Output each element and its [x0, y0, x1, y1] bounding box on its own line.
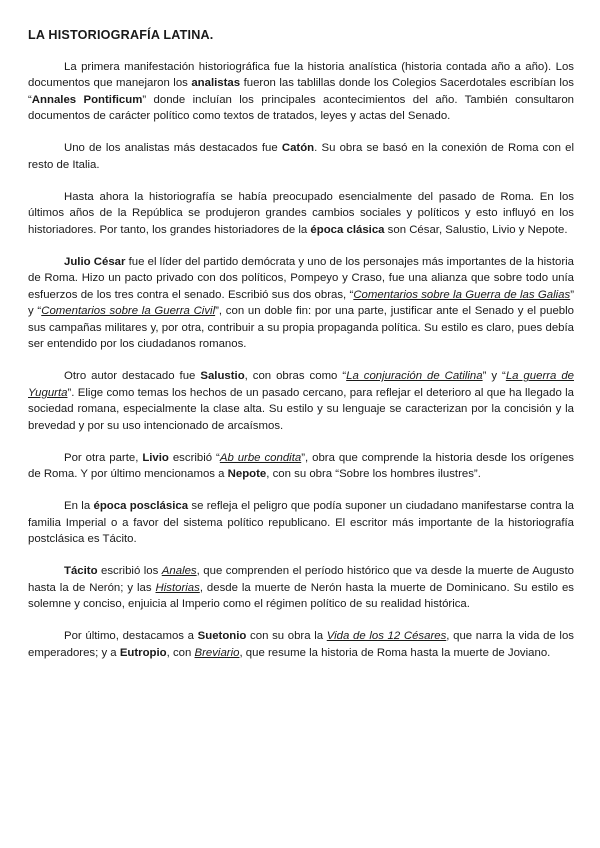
- paragraph-suetonio-eutropio: Por último, destacamos a Suetonio con su obra la Vida de los 12 Césares, que narra la vida de los emperadores; y a Eutropio, con Breviario, que resume la historia de Roma hasta la muerte de Joviano.: [28, 630, 574, 659]
- term-salustio: Salustio: [200, 370, 245, 383]
- work-historias: Historias: [155, 581, 200, 594]
- paragraph-caton: Uno de los analistas más destacados fue Catón. Su obra se basó en la conexión de Roma con el resto de Italia.: [28, 142, 574, 171]
- paragraph-salustio: Otro autor destacado fue Salustio, con obras como “La conjuración de Catilina” y “La guerra de Yugurta”. Elige como temas los hechos de un pasado cercano, para reflejar el deterioro al que ha llegado la sociedad romana, especialmente la clase alta. Su estilo y su lenguaje se caracterizan por la concisión y la brevedad y por su uso intencionado de arcaísmos.: [28, 370, 574, 432]
- work-anales: Anales: [161, 565, 197, 578]
- paragraph-julio-cesar: Julio César fue el líder del partido demócrata y uno de los personajes más importantes de la historia de Roma. Hizo un pacto privado con dos políticos, Pompeyo y Craso, fue una alianza que sobre todo unía esfuerzos de los tres contra el senado. Escribió sus dos obras, “Comentarios sobre la Guerra de las Galias” y “Comentarios sobre la Guerra Civil”, con un doble fin: por una parte, justificar ante el Senado y el pueblo sus campañas militares y, por otra, contribuir a su propia propaganda política. Su estilo es claro, pues debía ser entendido por los ciudadanos romanos.: [28, 256, 574, 351]
- term-nepote: Nepote: [227, 468, 267, 481]
- work-ab-urbe-condita: Ab urbe condita: [219, 451, 302, 464]
- paragraph-epoca-posclasica: En la época posclásica se refleja el peligro que podía suponer un ciudadano manifestarse contra la familia Imperial o a favor del sistema político republicano. El escritor más importante de la historiografía postclásica es Tácito.: [28, 500, 574, 546]
- document-page: [28, 28, 574, 677]
- term-epoca-clasica: época clásica: [310, 223, 385, 236]
- term-analistas: analistas: [191, 77, 241, 90]
- paragraph-epoca-clasica: Hasta ahora la historiografía se había preocupado esencialmente del pasado de Roma. En los últimos años de la República se produjeron grandes cambios sociales y políticos y esto influyó en los historiadores. Por tanto, los grandes historiadores de la época clásica son César, Salustio, Livio y Nepote.: [28, 191, 574, 236]
- term-suetonio: Suetonio: [197, 630, 247, 643]
- term-eutropio: Eutropio: [119, 646, 167, 659]
- work-guerra-civil: Comentarios sobre la Guerra Civil: [41, 305, 216, 318]
- term-livio: Livio: [142, 451, 169, 464]
- term-epoca-posclasica: época posclásica: [93, 500, 189, 513]
- work-guerra-yugurta: La guerra de Yugurta: [28, 370, 574, 399]
- paragraph-livio-nepote: Por otra parte, Livio escribió “Ab urbe condita”, obra que comprende la historia desde los orígenes de Roma. Y por último mencionamos a Nepote, con su obra “Sobre los hombres ilustres”.: [28, 451, 575, 481]
- work-conjuracion-catilina: La conjuración de Catilina: [346, 370, 483, 383]
- work-guerra-galias: Comentarios sobre la Guerra de las Galias: [353, 288, 571, 301]
- term-julio-cesar: Julio César: [64, 256, 126, 269]
- work-vida-12-cesares: Vida de los 12 Césares: [326, 630, 447, 643]
- term-annales-pontificum: Annales Pontificum: [31, 93, 143, 106]
- paragraph-tacito: Tácito escribió los Anales, que comprenden el período histórico que va desde la muerte de Augusto hasta la de Nerón; y las Historias, desde la muerte de Nerón hasta la muerte de Dominicano. Su estilo es solemne y conciso, enjuicia al Imperio como el régimen político de su realidad histórica.: [28, 565, 574, 611]
- paragraph-analistas: La primera manifestación historiográfica fue la historia analística (historia contada año a año). Los documentos que manejaron los analistas fueron las tablillas donde los Colegios Sacerdotales escribían los “Annales Pontificum” donde incluían los principales acontecimientos del año. También consultaron documentos de carácter político como textos de tratados, leyes y actas del Senado.: [28, 61, 575, 123]
- term-caton: Catón: [281, 142, 315, 155]
- term-tacito: Tácito: [64, 565, 98, 578]
- work-breviario: Breviario: [194, 646, 240, 659]
- page-title: LA HISTORIOGRAFÍA LATINA.: [28, 28, 214, 42]
